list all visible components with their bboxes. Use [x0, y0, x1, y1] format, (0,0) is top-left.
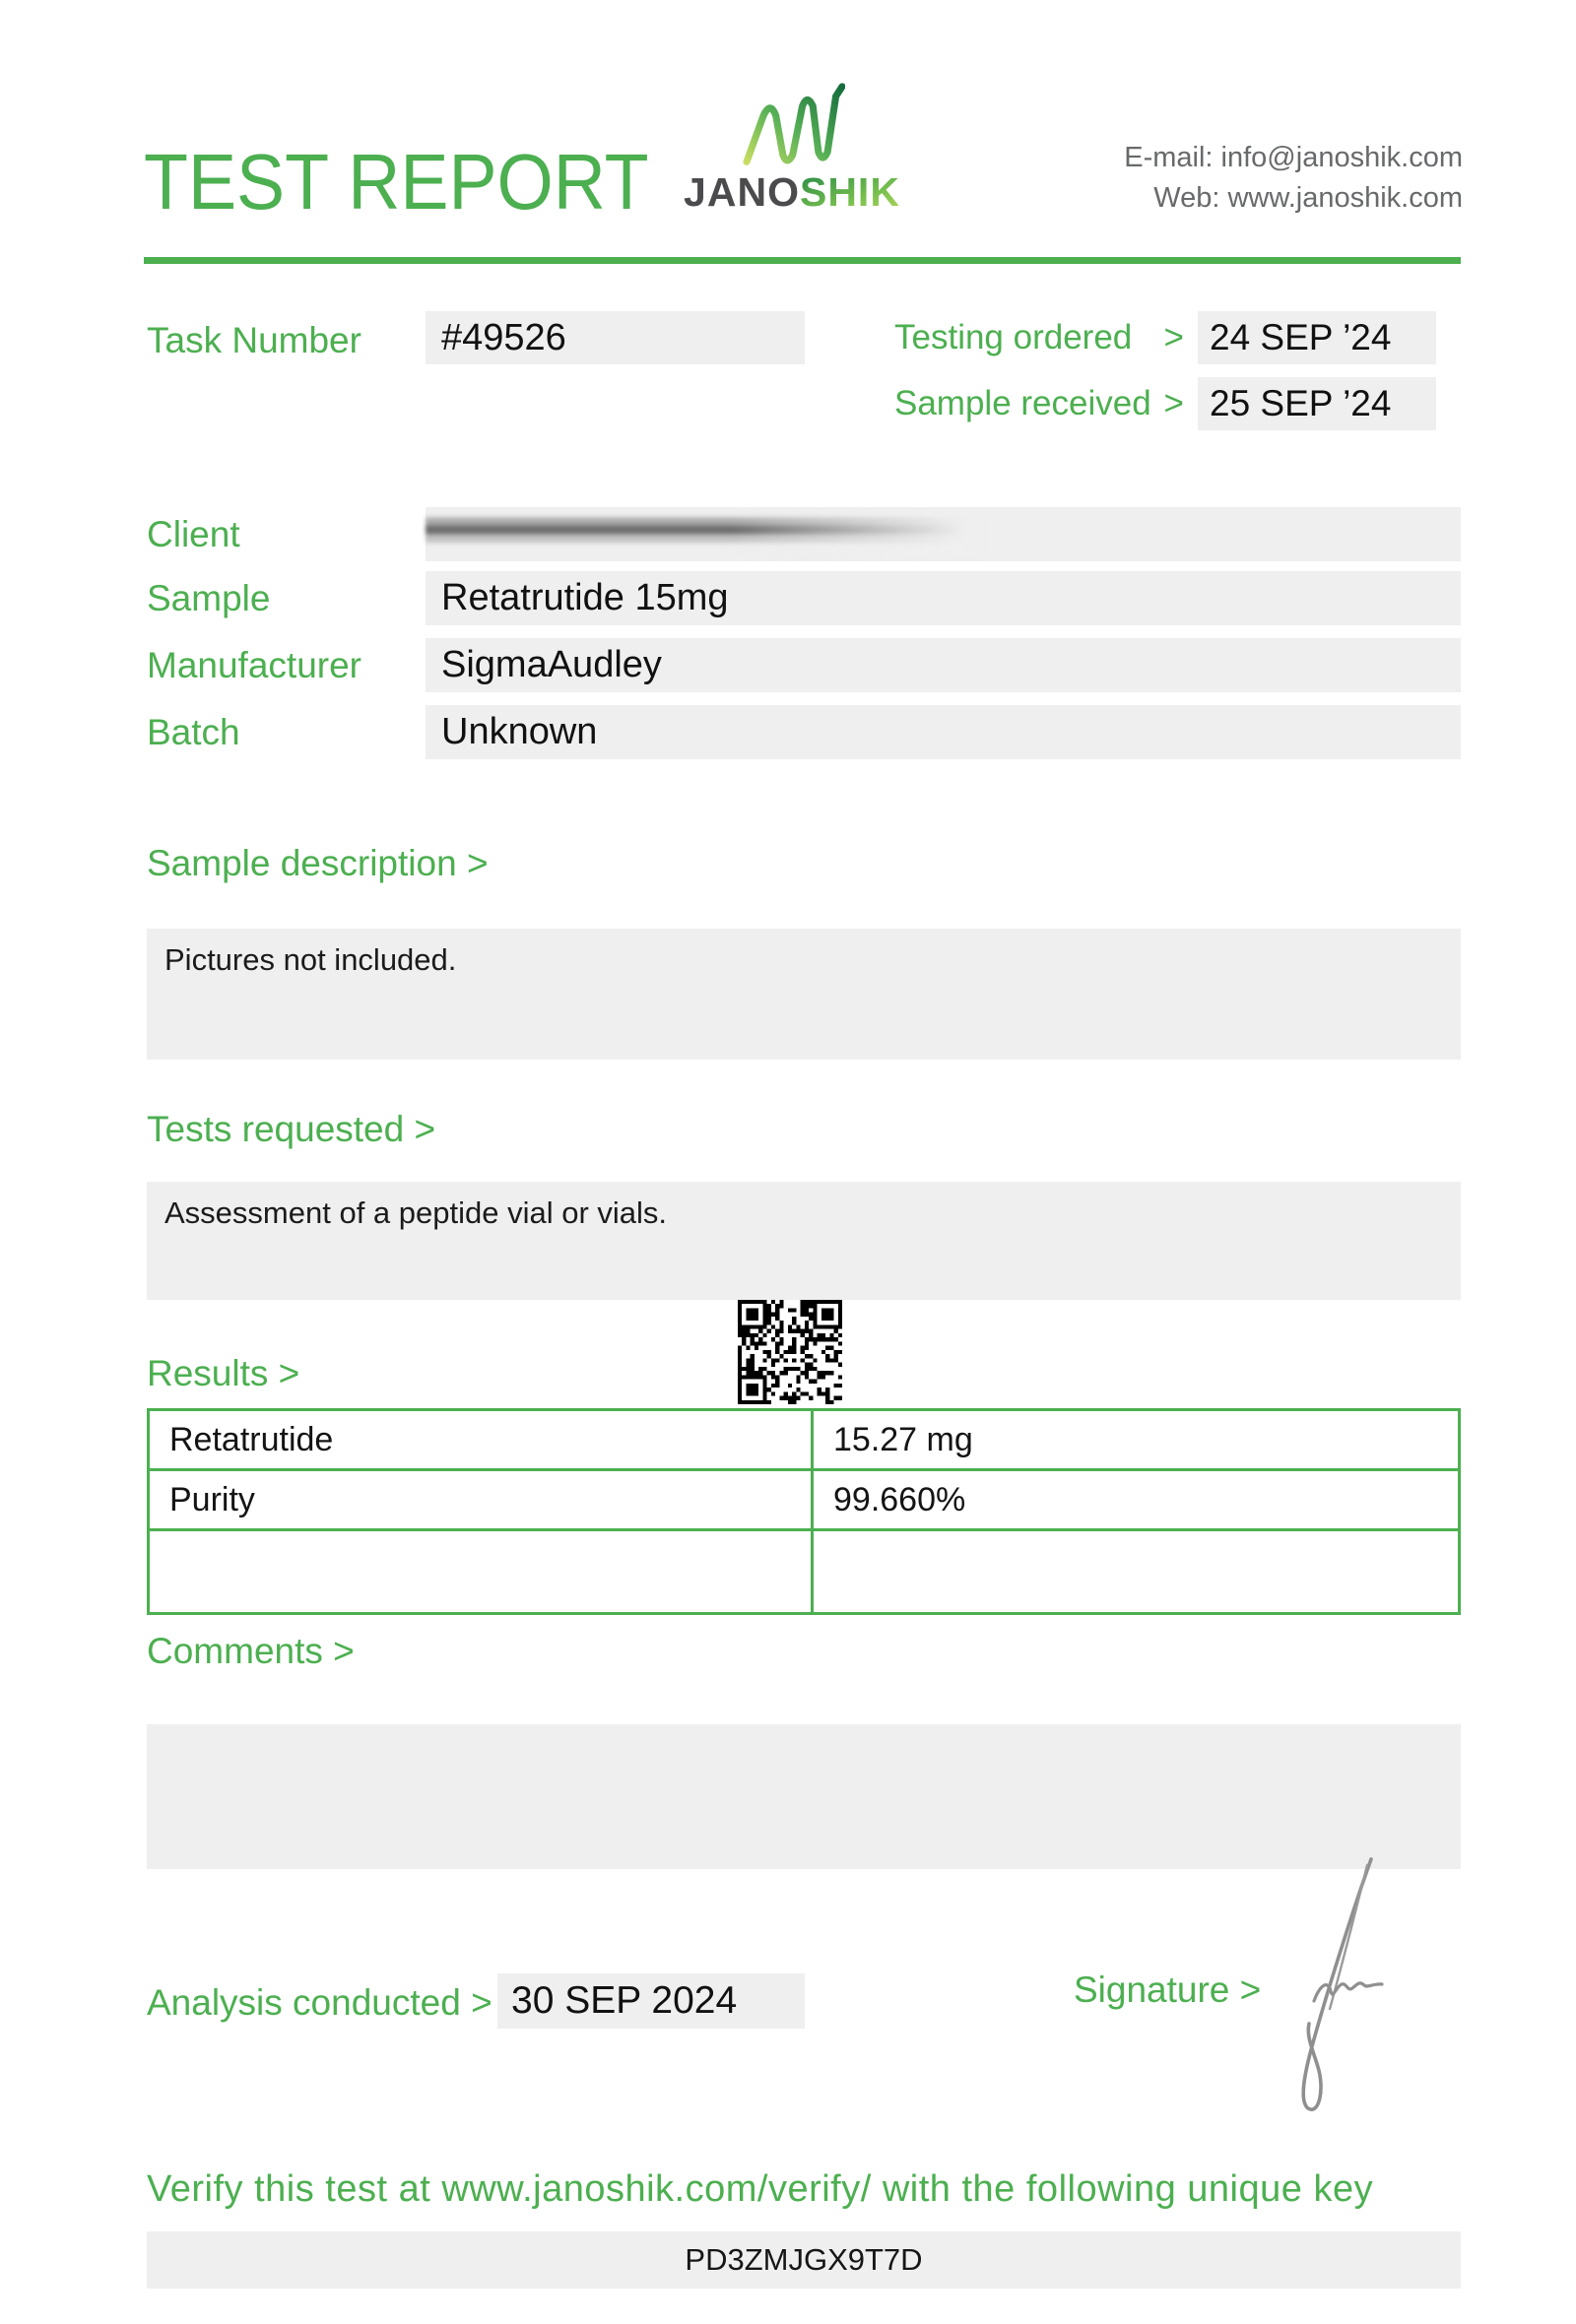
result-name: Retatrutide	[149, 1410, 813, 1470]
brand-jano: JANO	[684, 169, 800, 215]
client-redacted-blur	[426, 511, 982, 557]
page-title: TEST REPORT	[144, 138, 649, 226]
comments-heading: Comments >	[147, 1631, 355, 1671]
sample-description-box: Pictures not included.	[147, 929, 1461, 1060]
header-divider	[144, 257, 1461, 264]
table-row	[149, 1410, 1460, 1470]
task-number-value: #49526	[426, 311, 805, 364]
contact-block	[1124, 138, 1463, 219]
testing-ordered-arrow: >	[1163, 318, 1184, 356]
sample-received-label: Sample received	[894, 384, 1151, 422]
tests-requested-box: Assessment of a peptide vial or vials.	[147, 1182, 1461, 1300]
manufacturer-value: SigmaAudley	[426, 638, 1461, 692]
signature-label: Signature >	[1074, 1969, 1262, 2010]
testing-ordered-label: Testing ordered	[894, 318, 1133, 356]
sample-value: Retatrutide 15mg	[426, 571, 1461, 625]
table-row	[149, 1470, 1460, 1530]
table-row-empty	[149, 1530, 1460, 1614]
unique-key: PD3ZMJGX9T7D	[147, 2231, 1461, 2289]
contact-web: Web: www.janoshik.com	[1153, 182, 1463, 214]
testing-ordered-value: 24 SEP ’24	[1198, 311, 1436, 364]
signature-scribble	[1269, 1851, 1392, 2137]
sample-received-row	[894, 377, 1436, 430]
verify-text: Verify this test at www.janoshik.com/verify/ with the following unique key	[147, 2168, 1374, 2210]
result-value: 99.660%	[813, 1470, 1460, 1530]
results-table	[147, 1408, 1461, 1615]
sample-received-value: 25 SEP ’24	[1198, 377, 1436, 430]
batch-value: Unknown	[426, 705, 1461, 759]
sample-received-arrow: >	[1163, 384, 1184, 422]
sample-description-heading: Sample description >	[147, 843, 489, 883]
results-heading: Results >	[147, 1353, 300, 1393]
analysis-conducted-value: 30 SEP 2024	[497, 1973, 805, 2029]
janoshik-logo-icon	[739, 77, 845, 167]
manufacturer-label: Manufacturer	[147, 645, 361, 685]
tests-requested-heading: Tests requested >	[147, 1109, 436, 1149]
result-value	[813, 1530, 1460, 1614]
client-label: Client	[147, 514, 240, 554]
brand-shik: SHIK	[799, 169, 900, 215]
contact-email: E-mail: info@janoshik.com	[1124, 142, 1463, 173]
testing-ordered-row	[894, 311, 1436, 364]
result-name	[149, 1530, 813, 1614]
brand-name	[676, 169, 908, 216]
result-name: Purity	[149, 1470, 813, 1530]
batch-label: Batch	[147, 712, 240, 752]
comments-box	[147, 1724, 1461, 1869]
qr-code	[738, 1300, 842, 1404]
analysis-conducted-label: Analysis conducted >	[147, 1982, 492, 2023]
sample-label: Sample	[147, 578, 271, 618]
client-value	[426, 507, 1461, 561]
task-number-label: Task Number	[147, 320, 361, 360]
result-value: 15.27 mg	[813, 1410, 1460, 1470]
